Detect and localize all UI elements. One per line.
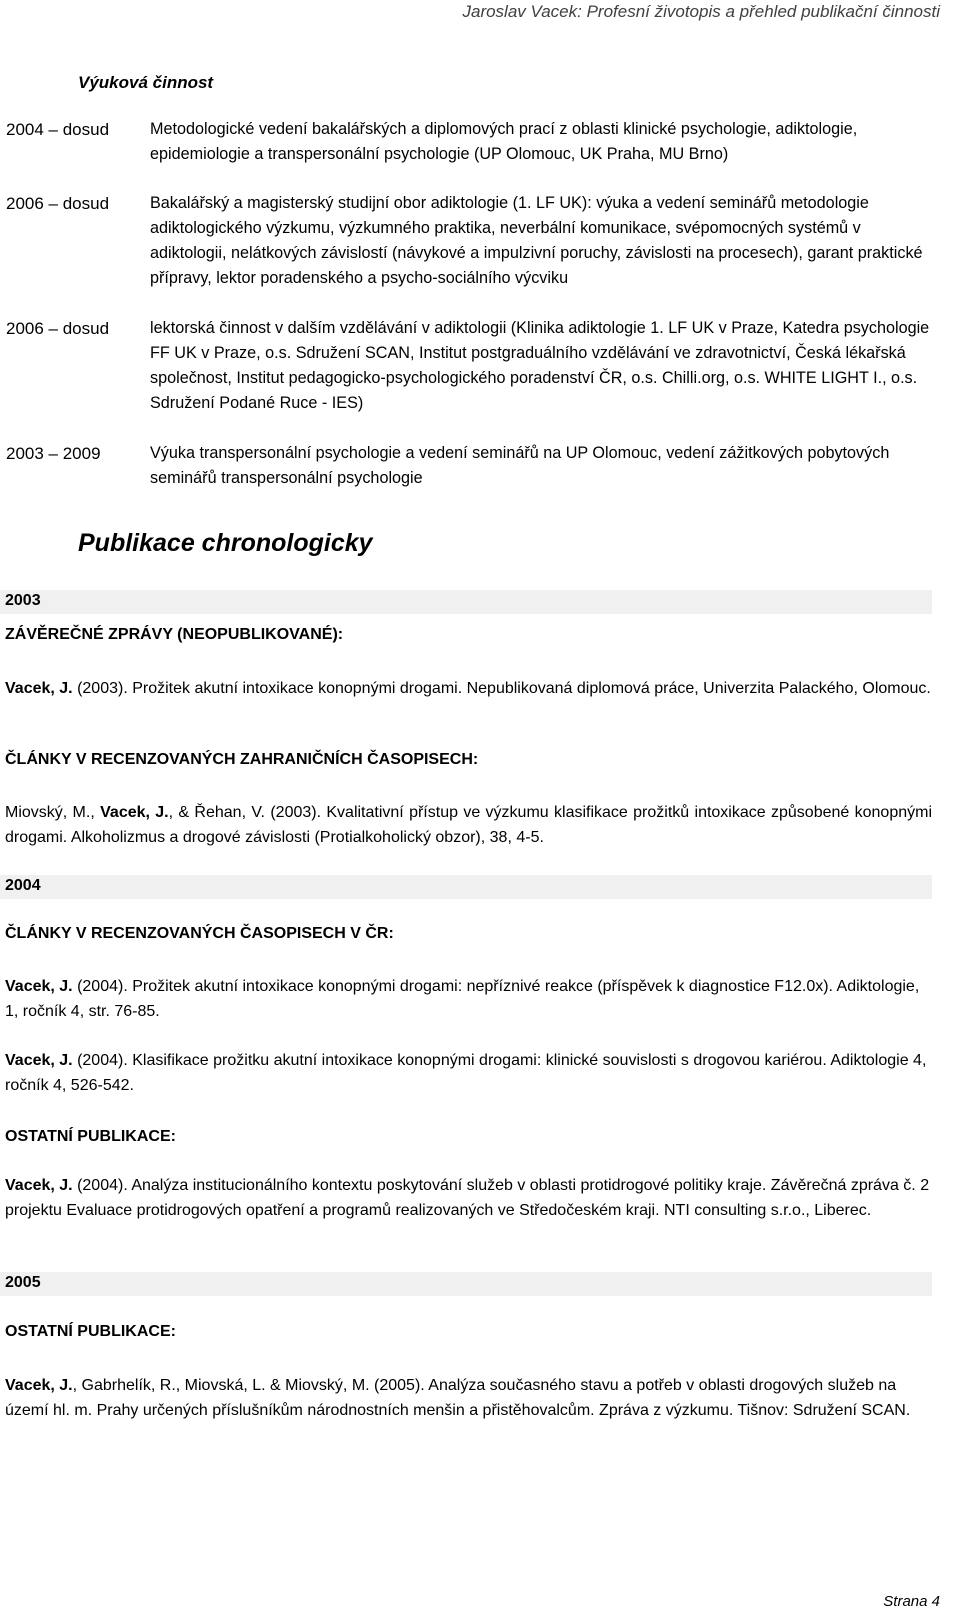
teaching-entry-date: 2006 – dosud (6, 319, 110, 338)
publication-text: , Gabrhelík, R., Miovská, L. & Miovský, M. (2005). Analýza současného stavu a potřeb v oblasti drogových služeb na území hl. m. Prahy určených příslušníkům národnostních menšin a přistěhovalcům. Zpráva z výzkumu. Tišnov: Sdružení SCAN. (5, 1377, 911, 1419)
section-title-teaching: Výuková činnost (78, 73, 214, 92)
publication-text: (2004). Prožitek akutní intoxikace konopnými drogami: nepříznivé reakce (příspěvek k diagnostice F12.0x). Adiktologie, 1, ročník 4, str. 76-85. (5, 978, 920, 1020)
category-heading: ČLÁNKY V RECENZOVANÝCH ZAHRANIČNÍCH ČASOPISECH: (5, 751, 479, 768)
publication-entry (5, 1373, 932, 1423)
teaching-entry-text: lektorská činnost v dalším vzdělávání v adiktologii (Klinika adiktologie 1. LF UK v Praze, Katedra psychologie FF UK v Praze, o.s. Sdružení SCAN, Institut postgraduálního vzdělávání ve zdravotnictví, Česká lékařská společnost, Institut pedagogicko-psychologického poradenství ČR, o.s. Chilli.org, o.s. WHITE LIGHT I., o.s. Sdružení Podané Ruce - IES) (150, 319, 930, 412)
teaching-entry-date: 2003 – 2009 (6, 444, 101, 463)
teaching-entry-text: Bakalářský a magisterský studijní obor adiktologie (1. LF UK): výuka a vedení seminářů metodologie adiktologického výzkumu, výzkumného praktika, neverbální komunikace, svépomocných systémů v adiktologii, nelátkových závislostí (návykové a impulzivní poruchy, závislosti na procesech), garant praktické přípravy, lektor poradenského a psycho-sociálního výcviku (150, 194, 923, 287)
page-number: Strana 4 (883, 1593, 940, 1610)
year-bar-2005 (0, 1272, 932, 1296)
publication-entry (5, 1048, 932, 1098)
publications-heading: Publikace chronologicky (78, 529, 373, 557)
publication-author: Vacek, J. (5, 1377, 73, 1394)
publication-entry (5, 974, 932, 1024)
publication-author: Vacek, J. (5, 680, 73, 697)
teaching-entry-text: Metodologické vedení bakalářských a diplomových prací z oblasti klinické psychologie, adiktologie, epidemiologie a transpersonální psychologie (UP Olomouc, UK Praha, MU Brno) (150, 120, 858, 163)
publication-text: (2004). Klasifikace prožitku akutní intoxikace konopnými drogami: klinické souvislosti s drogovou kariérou. Adiktologie 4, ročník 4, 526-542. (5, 1052, 927, 1094)
publication-author: Vacek, J. (5, 1052, 73, 1069)
publication-entry (5, 800, 932, 850)
publication-entry (5, 676, 932, 701)
year-label: 2003 (5, 592, 41, 609)
category-heading: OSTATNÍ PUBLIKACE: (5, 1128, 176, 1145)
year-bar-2004 (0, 875, 932, 899)
year-label: 2004 (5, 877, 41, 894)
running-header: Jaroslav Vacek: Profesní životopis a přehled publikační činnosti (462, 2, 940, 21)
publication-text: (2003). Prožitek akutní intoxikace konopnými drogami. Nepublikovaná diplomová práce, Univerzita Palackého, Olomouc. (72, 680, 931, 697)
publication-text: (2004). Analýza institucionálního kontextu poskytování služeb v oblasti protidrogové politiky kraje. Závěrečná zpráva č. 2 projektu Evaluace protidrogových opatření a programů realizovaných ve Středočeském kraji. NTI consulting s.r.o., Liberec. (5, 1177, 930, 1219)
category-heading: OSTATNÍ PUBLIKACE: (5, 1323, 176, 1340)
teaching-entry-date: 2004 – dosud (6, 120, 110, 139)
category-heading: ZÁVĚREČNÉ ZPRÁVY (NEOPUBLIKOVANÉ): (5, 626, 344, 643)
year-bar-2003 (0, 590, 932, 614)
publication-author: Vacek, J. (5, 978, 73, 995)
publication-text: , & Řehan, V. (2003). Kvalitativní přístup ve výzkumu klasifikace prožitků intoxikace způsobené konopnými drogami. Alkoholizmus a drogové závislosti (Protialkoholický obzor), 38, 4-5. (5, 804, 932, 846)
category-heading: ČLÁNKY V RECENZOVANÝCH ČASOPISECH V ČR: (5, 925, 394, 942)
year-label: 2005 (5, 1274, 41, 1291)
publication-author: Vacek, J. (100, 804, 169, 821)
teaching-entry-text: Výuka transpersonální psychologie a vedení seminářů na UP Olomouc, vedení zážitkových pobytových seminářů transpersonální psychologie (150, 444, 890, 487)
teaching-entry-date: 2006 – dosud (6, 194, 110, 213)
publication-author: Vacek, J. (5, 1177, 73, 1194)
publication-coauthors: Miovský, M., (5, 804, 101, 821)
publication-entry (5, 1173, 932, 1223)
